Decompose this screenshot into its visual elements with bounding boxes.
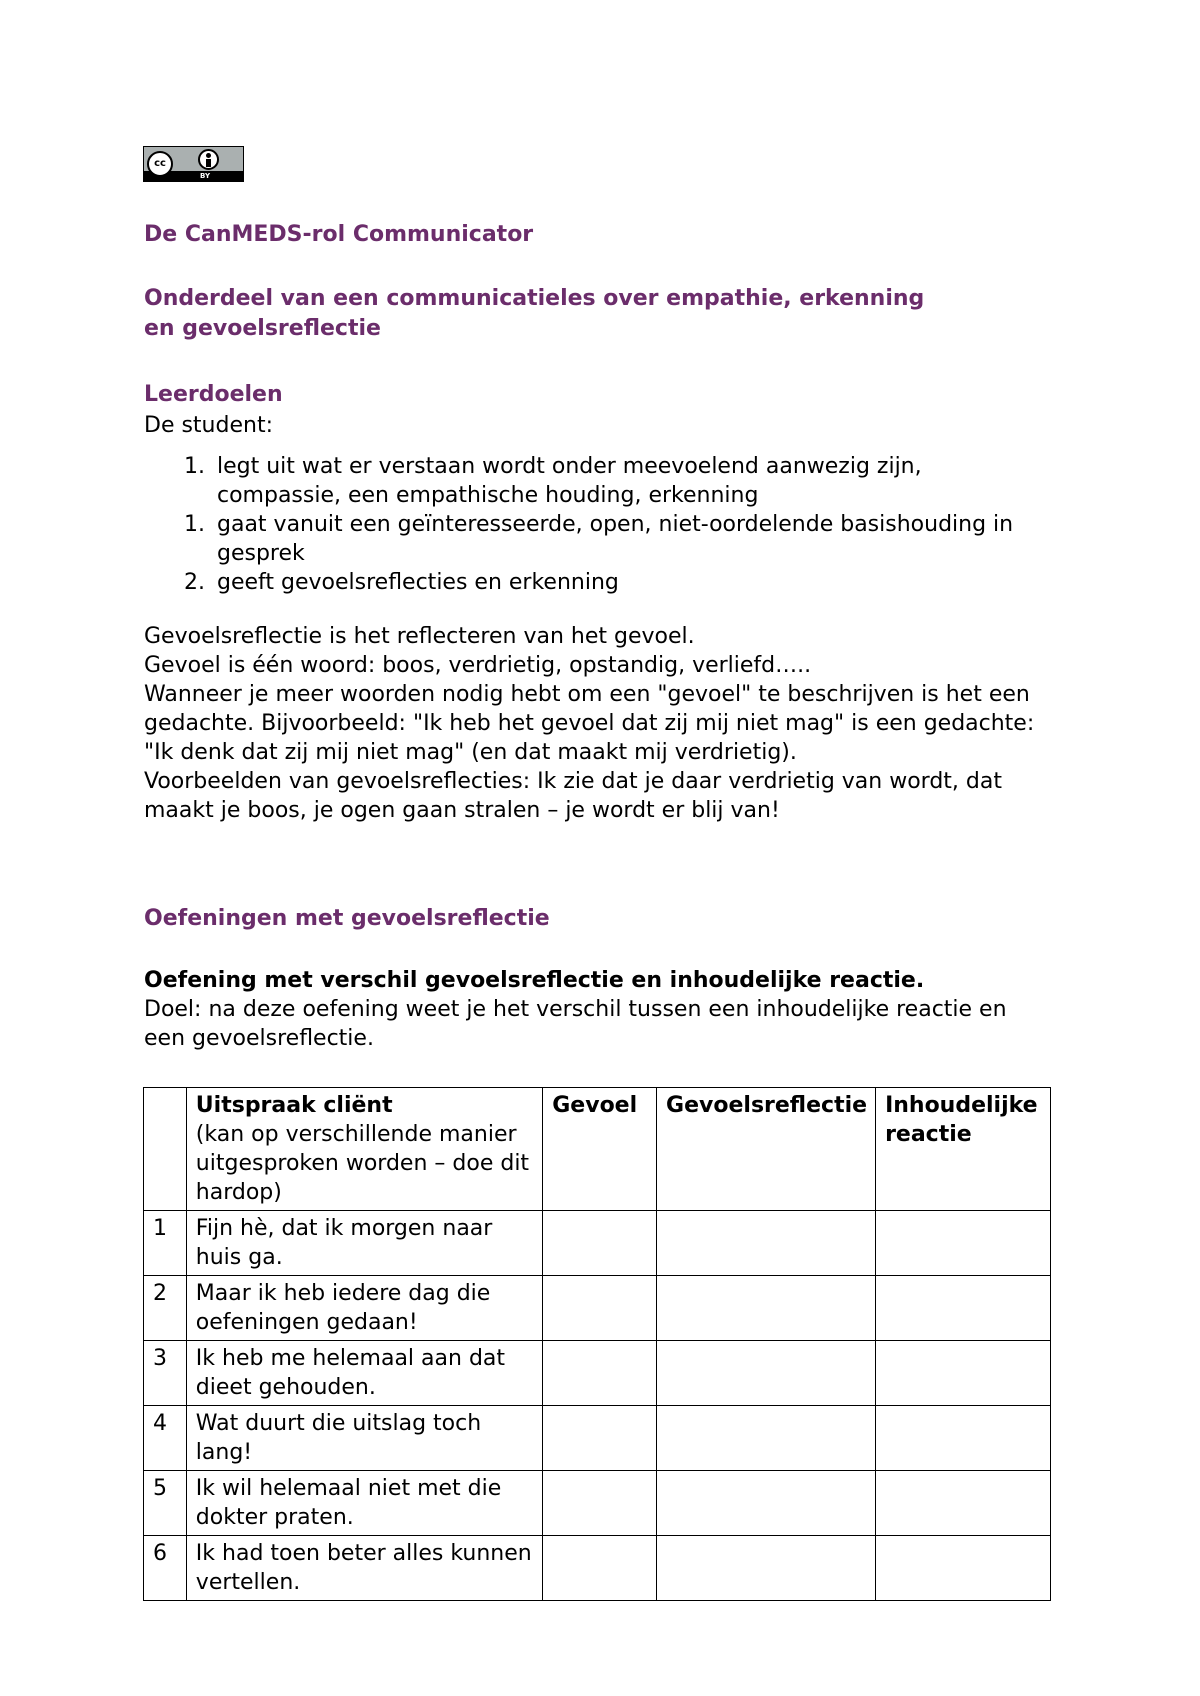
list-item-text: gaat vanuit een geïnteresseerde, open, niet-oordelende basishouding in gesprek	[217, 512, 1014, 566]
row-content-cell[interactable]	[876, 1341, 1051, 1406]
header-statement	[186, 1088, 542, 1211]
row-number: 2	[144, 1276, 187, 1341]
list-item-number: 2.	[184, 570, 205, 595]
list-item-number: 1.	[184, 454, 205, 479]
body-paragraph-4: Voorbeelden van gevoelsreflecties: Ik zie dat je daar verdrietig van wordt, dat maakt je boos, je ogen gaan stralen – je wordt er blij van!	[144, 769, 1002, 823]
learning-goals-list	[144, 452, 1044, 597]
exercises-heading: Oefeningen met gevoelsreflectie	[144, 906, 550, 931]
document-subtitle: Onderdeel van een communicatieles over empathie, erkenning en gevoelsreflectie	[144, 286, 925, 341]
row-feeling-cell[interactable]	[543, 1341, 657, 1406]
header-feeling: Gevoel	[543, 1088, 657, 1211]
row-feeling-cell[interactable]	[543, 1536, 657, 1601]
row-reflection-cell[interactable]	[657, 1341, 876, 1406]
row-number: 3	[144, 1341, 187, 1406]
row-content-cell[interactable]	[876, 1276, 1051, 1341]
row-statement: Ik heb me helemaal aan dat dieet gehouden.	[186, 1341, 542, 1406]
table-row	[144, 1276, 1051, 1341]
list-item	[144, 568, 1044, 597]
table-row	[144, 1341, 1051, 1406]
row-content-cell[interactable]	[876, 1211, 1051, 1276]
row-reflection-cell[interactable]	[657, 1276, 876, 1341]
cc-by-license-badge	[143, 146, 244, 182]
list-item	[144, 510, 1044, 568]
header-reflection: Gevoelsreflectie	[657, 1088, 876, 1211]
header-content-reaction: Inhoudelijke reactie	[876, 1088, 1051, 1211]
row-number: 4	[144, 1406, 187, 1471]
table-row	[144, 1536, 1051, 1601]
header-statement-label: Uitspraak cliënt	[195, 1093, 393, 1118]
exercise-title: Oefening met verschil gevoelsreflectie en inhoudelijke reactie.	[144, 968, 925, 993]
learning-goals-intro: De student:	[144, 413, 273, 438]
row-feeling-cell[interactable]	[543, 1211, 657, 1276]
table-row	[144, 1406, 1051, 1471]
row-feeling-cell[interactable]	[543, 1406, 657, 1471]
body-line-1: Gevoelsreflectie is het reflecteren van het gevoel.	[144, 624, 695, 649]
list-item	[144, 452, 1044, 510]
row-reflection-cell[interactable]	[657, 1406, 876, 1471]
row-reflection-cell[interactable]	[657, 1536, 876, 1601]
row-reflection-cell[interactable]	[657, 1471, 876, 1536]
row-content-cell[interactable]	[876, 1471, 1051, 1536]
header-statement-note: (kan op verschillende manier uitgesproken worden – doe dit hardop)	[195, 1122, 530, 1205]
row-content-cell[interactable]	[876, 1536, 1051, 1601]
row-feeling-cell[interactable]	[543, 1471, 657, 1536]
learning-goals-heading: Leerdoelen	[144, 382, 283, 407]
creative-commons-icon: cc	[147, 151, 173, 177]
row-number: 6	[144, 1536, 187, 1601]
row-number: 1	[144, 1211, 187, 1276]
row-content-cell[interactable]	[876, 1406, 1051, 1471]
attribution-person-icon	[198, 149, 219, 170]
row-reflection-cell[interactable]	[657, 1211, 876, 1276]
row-statement: Ik had toen beter alles kunnen vertellen.	[186, 1536, 542, 1601]
table-row	[144, 1211, 1051, 1276]
list-item-number: 1.	[184, 512, 205, 537]
document-title: De CanMEDS-rol Communicator	[144, 222, 534, 247]
body-paragraph-3: Wanneer je meer woorden nodig hebt om een "gevoel" te beschrijven is het een gedachte. Bijvoorbeeld: "Ik heb het gevoel dat zij mij niet mag" is een gedachte: "Ik denk dat zij mij niet mag" (en dat maakt mij verdrietig).	[144, 682, 1035, 765]
by-label: BY	[200, 172, 211, 180]
row-number: 5	[144, 1471, 187, 1536]
row-statement: Maar ik heb iedere dag die oefeningen gedaan!	[186, 1276, 542, 1341]
row-feeling-cell[interactable]	[543, 1276, 657, 1341]
list-item-text: geeft gevoelsreflecties en erkenning	[217, 570, 619, 595]
exercise-table	[143, 1087, 1051, 1601]
row-statement: Fijn hè, dat ik morgen naar huis ga.	[186, 1211, 542, 1276]
row-statement: Wat duurt die uitslag toch lang!	[186, 1406, 542, 1471]
body-line-2: Gevoel is één woord: boos, verdrietig, opstandig, verliefd…..	[144, 653, 812, 678]
table-row	[144, 1471, 1051, 1536]
header-number	[144, 1088, 187, 1211]
table-header-row	[144, 1088, 1051, 1211]
list-item-text: legt uit wat er verstaan wordt onder meevoelend aanwezig zijn, compassie, een empathische houding, erkenning	[217, 454, 922, 508]
row-statement: Ik wil helemaal niet met die dokter praten.	[186, 1471, 542, 1536]
explanation-text	[144, 622, 1064, 825]
exercise-goal: Doel: na deze oefening weet je het verschil tussen een inhoudelijke reactie en een gevoelsreflectie.	[144, 997, 1007, 1051]
